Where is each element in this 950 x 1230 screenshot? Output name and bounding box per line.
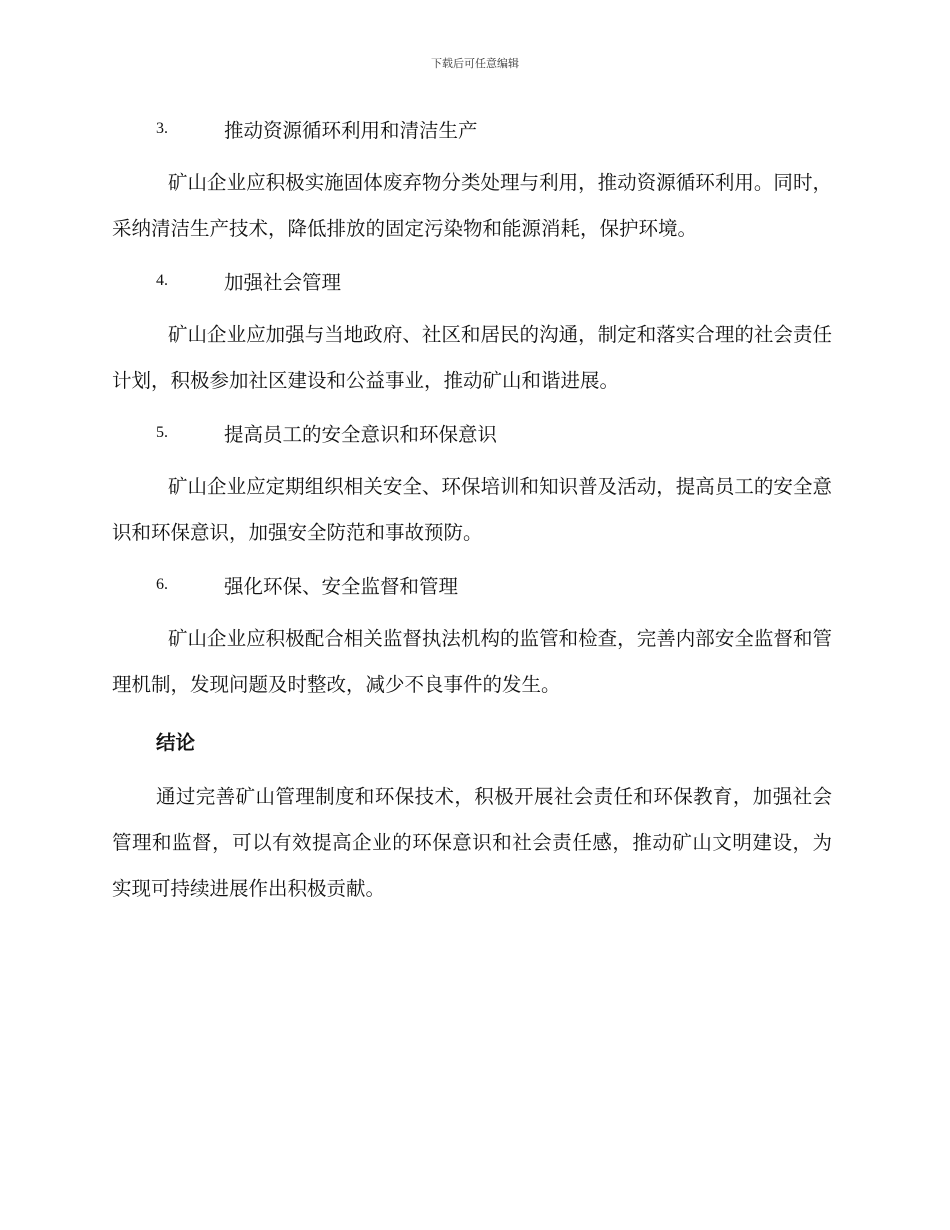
item-paragraph-6: 矿山企业应积极配合相关监督执法机构的监管和检查，完善内部安全监督和管理机制，发现问题及时整改，减少不良事件的发生。 [112, 627, 832, 696]
page-header: 下载后可任意编辑 [431, 57, 519, 70]
item-title: 加强社会管理 [224, 271, 342, 294]
item-paragraph-5: 矿山企业应定期组织相关安全、环保培训和知识普及活动，提高员工的安全意识和环保意识，加强安全防范和事故预防。 [112, 475, 832, 544]
item-number: 6. [156, 576, 168, 593]
document-body [112, 112, 832, 924]
item-paragraph-4: 矿山企业应加强与当地政府、社区和居民的沟通，制定和落实合理的社会责任计划，积极参加社区建设和公益事业，推动矿山和谐进展。 [112, 323, 832, 392]
item-heading-3 [112, 112, 832, 146]
item-title: 推动资源循环利用和清洁生产 [224, 119, 478, 142]
item-heading-4 [112, 264, 832, 298]
item-heading-6 [112, 568, 832, 602]
conclusion-title: 结论 [156, 731, 196, 754]
item-title: 强化环保、安全监督和管理 [224, 575, 459, 598]
item-title: 提高员工的安全意识和环保意识 [224, 423, 498, 446]
item-number: 4. [156, 272, 168, 289]
item-paragraph-3: 矿山企业应积极实施固体废弃物分类处理与利用，推动资源循环利用。同时，采纳清洁生产技术，降低排放的固定污染物和能源消耗，保护环境。 [112, 171, 832, 240]
item-number: 5. [156, 424, 168, 441]
item-heading-5 [112, 416, 832, 450]
conclusion-paragraph: 通过完善矿山管理制度和环保技术，积极开展社会责任和环保教育，加强社会管理和监督，可以有效提高企业的环保意识和社会责任感，推动矿山文明建设，为实现可持续进展作出积极贡献。 [112, 785, 832, 900]
item-number: 3. [156, 120, 168, 137]
